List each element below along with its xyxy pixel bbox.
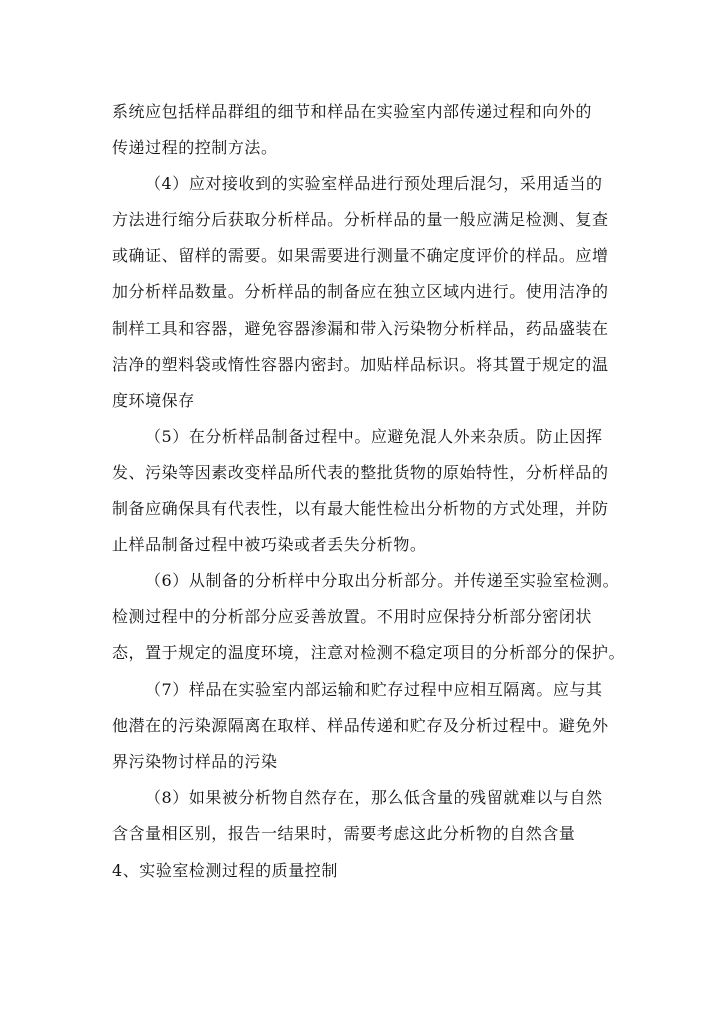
- text-line: 止样品制备过程中被巧染或者丢失分析物。: [112, 535, 427, 555]
- text-line: 或确证、留样的需要。如果需要进行测量不确定度评价的样品。应增: [112, 246, 609, 266]
- text-line: （6）从制备的分析样中分取出分析部分。并传递至实验室检测。: [145, 571, 620, 591]
- text-line: 传递过程的控制方法。: [112, 138, 278, 158]
- paragraph-sample-transfer: [112, 94, 612, 166]
- text-line: 方法进行缩分后获取分析样品。分析样品的量一般应满足检测、复查: [112, 210, 609, 230]
- section-heading: 4、实验室检测过程的质量控制: [112, 860, 338, 880]
- text-line: （8）如果被分析物自然存在，那么低含量的残留就难以与自然: [145, 787, 603, 807]
- document-body: [112, 94, 626, 889]
- text-line: 洁净的塑料袋或惰性容器内密封。加贴样品标识。将其置于规定的温: [112, 354, 609, 374]
- text-line: （7）样品在实验室内部运输和贮存过程中应相互隔离。应与其: [145, 679, 603, 699]
- text-line: 态，置于规定的温度环境，注意对检测不稳定项目的分析部分的保护。: [112, 643, 626, 663]
- text-line: （4）应对接收到的实验室样品进行预处理后混匀，采用适当的: [145, 174, 603, 194]
- text-line: 他潜在的污染源隔离在取样、样品传递和贮存及分析过程中。避免外: [112, 715, 609, 735]
- text-line: 发、污染等因素改变样品所代表的整批货物的原始特性，分析样品的: [112, 462, 609, 482]
- paragraph-item-4: [112, 166, 612, 419]
- text-line: 制备应确保具有代表性，以有最大能性检出分析物的方式处理，并防: [112, 499, 609, 519]
- paragraph-item-8: [112, 780, 612, 852]
- text-line: 检测过程中的分析部分应妥善放置。不用时应保持分析部分密闭状: [112, 607, 592, 627]
- text-line: 界污染物讨样品的污染: [112, 751, 278, 771]
- text-line: （5）在分析样品制备过程中。应避免混人外来杂质。防止因挥: [145, 426, 603, 446]
- text-line: 加分析样品数量。分析样品的制备应在独立区域内进行。使用洁净的: [112, 282, 609, 302]
- paragraph-item-5: [112, 419, 612, 563]
- paragraph-item-6: [112, 563, 626, 671]
- paragraph-item-7: [112, 672, 612, 780]
- text-line: 系统应包括样品群组的细节和样品在实验室内部传递过程和向外的: [112, 102, 592, 121]
- text-line: 度环境保存: [112, 390, 195, 410]
- text-line: 含含量相区别，报告一结果时，需要考虑这此分析物的自然含量: [112, 823, 576, 843]
- text-line: 制样工具和容器，避免容器渗漏和带入污染物分析样品，药品盛装在: [112, 318, 609, 338]
